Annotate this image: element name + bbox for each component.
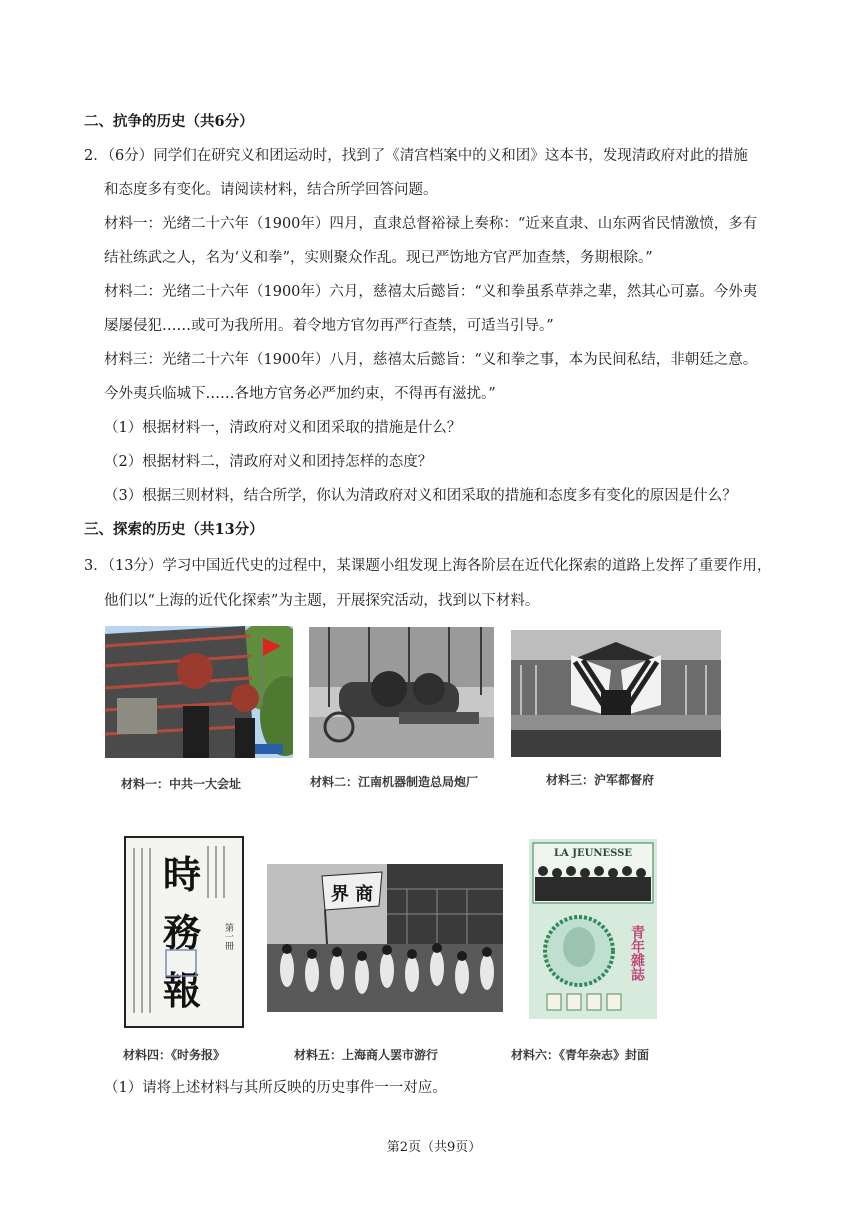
photo-shanghai-military-government xyxy=(511,630,721,757)
subquestion-1: （1）根据材料一，清政府对义和团采取的措施是什么？ xyxy=(104,420,462,436)
photo-cpc-congress-site xyxy=(105,626,293,758)
caption-material5: 材料五：上海商人罢市游行 xyxy=(294,1048,439,1062)
material2-text-cont: 屡屡侵犯……或可为我所用。着令地方官勿再严行查禁，可适当引导。” xyxy=(104,318,554,334)
caption-material6: 材料六：《青年杂志》封面 xyxy=(511,1048,650,1062)
subquestion-2: （2）根据材料二，清政府对义和团持怎样的态度？ xyxy=(104,454,433,470)
photo-jiangnan-arsenal xyxy=(309,627,494,758)
photo-merchants-strike xyxy=(267,864,503,1012)
shiwubao-char-3: 報 xyxy=(162,968,202,1013)
question3-text-cont: 他们以“上海的近代化探索”为主题，开展探究活动，找到以下材料。 xyxy=(104,593,540,609)
page-number: 第2页（共9页） xyxy=(386,1140,482,1155)
photo-shiwubao-cover xyxy=(124,836,244,1028)
shiwubao-char-2: 務 xyxy=(162,910,202,955)
shiwubao-char-1: 時 xyxy=(162,852,202,897)
material1-text-cont: 结社练武之人，名为‘义和拳”，实则聚众作乱。现已严饬地方官严加查禁，务期根除。” xyxy=(104,250,653,266)
qingnian-title: 青年雜誌 xyxy=(629,925,645,981)
caption-material3: 材料三：沪军都督府 xyxy=(546,773,655,787)
caption-material1: 材料一：中共一大会址 xyxy=(121,777,242,791)
caption-material2: 材料二：江南机器制造总局炮厂 xyxy=(310,775,479,789)
question3-text: 3．（13分）学习中国近代史的过程中，某课题小组发现上海各阶层在近代化探索的道路上发挥了重要作用， xyxy=(84,558,772,574)
material3-text: 材料三：光绪二十六年（1900年）八月，慈禧太后懿旨：“义和拳之事，本为民间私结，非朝廷之意。 xyxy=(104,352,758,368)
question2-text-cont: 和态度多有变化。请阅读材料，结合所学回答问题。 xyxy=(104,182,438,198)
material2-text: 材料二：光绪二十六年（1900年）六月，慈禧太后懿旨：“义和拳虽系草莽之辈，然其心可嘉。今外夷 xyxy=(104,284,758,300)
question2-text: 2．（6分）同学们在研究义和团运动时，找到了《清宫档案中的义和团》这本书，发现清政府对此的措施 xyxy=(84,148,748,164)
photo-la-jeunesse-cover xyxy=(529,839,657,1019)
subquestion-3: （3）根据三则材料，结合所学，你认为清政府对义和团采取的措施和态度多有变化的原因是什么？ xyxy=(104,488,737,504)
section3-subquestion-1: （1）请将上述材料与其所反映的历史事件一一对应。 xyxy=(104,1080,447,1096)
material1-text: 材料一：光绪二十六年（1900年）四月，直隶总督裕禄上奏称：“近来直隶、山东两省民情激愤，多有 xyxy=(104,216,758,232)
material3-text-cont: 今外夷兵临城下……各地方官务必严加约束，不得再有滋扰。” xyxy=(104,386,496,402)
protest-banner-text: 界 商 xyxy=(330,884,374,905)
section2-title: 二、抗争的历史（共6分） xyxy=(84,113,254,130)
jeunesse-title: LA JEUNESSE xyxy=(554,848,632,859)
shiwubao-volume: 第一冊 xyxy=(223,923,233,950)
caption-material4: 材料四：《时务报》 xyxy=(123,1048,226,1062)
section3-title: 三、探索的历史（共13分） xyxy=(84,521,264,538)
